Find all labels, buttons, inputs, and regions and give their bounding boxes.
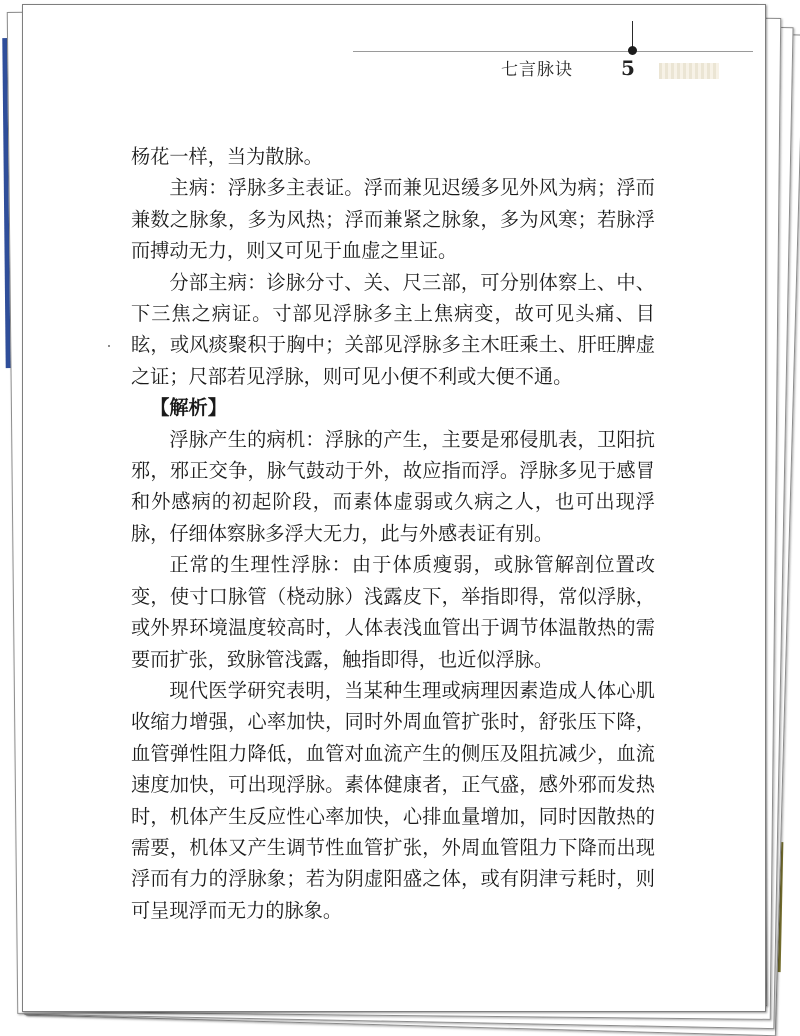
- book-page: [22, 4, 766, 1012]
- paragraph: 主病：浮脉多主表证。浮而兼见迟缓多见外风为病；浮而兼数之脉象，多为风热；浮而兼紧之脉象，多为风寒；若脉浮而搏动无力，则又可见于血虚之里证。: [131, 176, 655, 263]
- header-dot: [628, 46, 637, 55]
- running-title: 七言脉诀: [501, 60, 573, 80]
- paragraph: 浮脉产生的病机：浮脉的产生，主要是邪侵肌表，卫阳抗邪，邪正交争，脉气鼓动于外，故应指而浮。浮脉多见于感冒和外感病的初起阶段，而素体虚弱或久病之人，也可出现浮脉，仔细体察脉多浮大无力，此与外感表证有别。: [131, 427, 655, 545]
- body-text: [131, 141, 655, 926]
- page-number: 5: [621, 56, 635, 80]
- header-rule: [353, 51, 753, 52]
- paragraph: 分部主病：诊脉分寸、关、尺三部，可分别体察上、中、下三焦之病证。寸部见浮脉多主上焦病变，故可见头痛、目眩，或风痰聚积于胸中；关部见浮脉多主木旺乘土、肝旺脾虚之证；尺部若见浮脉，则可见小便不利或大便不通。: [131, 270, 655, 388]
- header-decoration: [659, 63, 719, 79]
- paragraph: 现代医学研究表明，当某种生理或病理因素造成人体心肌收缩力增强，心率加快，同时外周血管扩张时，舒张压下降，血管弹性阻力降低，血管对血流产生的侧压及阻抗减少，血流速度加快，可出现浮脉。素体健康者，正气盛，感外邪而发热时，机体产生反应性心率加快，心排血量增加，同时因散热的需要，机体又产生调节性血管扩张，外周血管阻力下降而出现浮而有力的浮脉象；若为阴虚阳盛之体，或有阴津亏耗时，则可呈现浮而无力的脉象。: [131, 678, 655, 922]
- section-heading: 【解析】: [150, 396, 227, 420]
- paper-speck: [108, 345, 110, 347]
- paragraph: 杨花一样，当为散脉。: [131, 145, 323, 168]
- paragraph: 正常的生理性浮脉：由于体质瘦弱，或脉管解剖位置改变，使寸口脉管（桡动脉）浅露皮下，举指即得，常似浮脉，或外界环境温度较高时，人体表浅血管出于调节体温散热的需要而扩张，致脉管浅露，触指即得，也近似浮脉。: [131, 553, 655, 671]
